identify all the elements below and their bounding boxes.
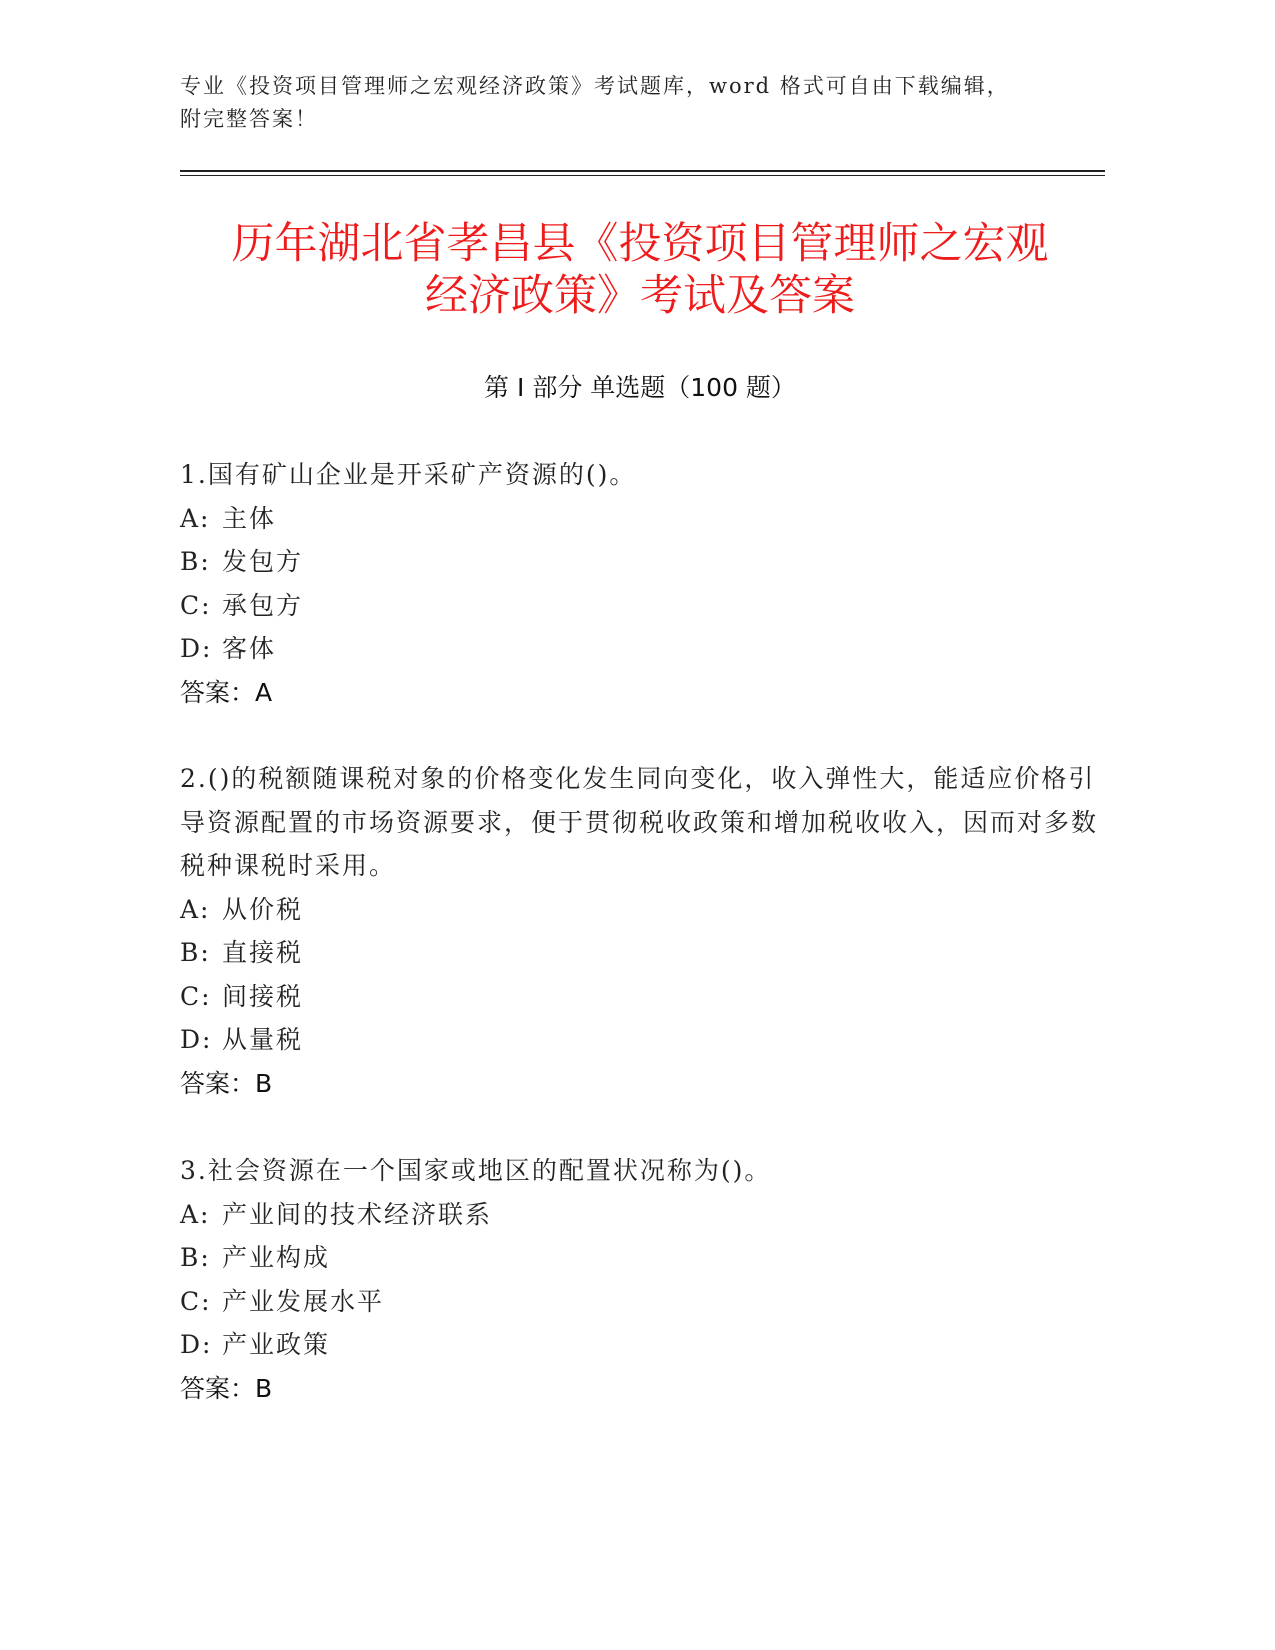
option-a [180, 1193, 1100, 1237]
option-key: B: [180, 1243, 211, 1272]
option-c [180, 584, 1100, 628]
option-key: A: [180, 1199, 211, 1229]
option-text: 产业间的技术经济联系 [222, 1199, 493, 1229]
document-title-line2: 经济政策》考试及答案 [425, 271, 855, 321]
option-text: 产业发展水平 [222, 1286, 385, 1316]
option-b [180, 1236, 1100, 1280]
answer: 答案：A [180, 677, 273, 707]
header-note-line1: 专业《投资项目管理师之宏观经济政策》考试题库，word 格式可自由下载编辑， [180, 74, 1010, 98]
option-key: C: [180, 1286, 212, 1316]
question-2 [180, 757, 1100, 1105]
option-key: D: [180, 1330, 213, 1359]
option-c [180, 1280, 1100, 1324]
option-d [180, 627, 1100, 671]
option-text: 客体 [222, 634, 277, 663]
option-d [180, 1323, 1100, 1367]
option-key: B: [180, 938, 211, 967]
answer: 答案：B [180, 1068, 273, 1098]
document-title [180, 218, 1100, 322]
option-a [180, 888, 1100, 932]
question-1 [180, 453, 1100, 714]
option-key: D: [180, 634, 213, 663]
option-c [180, 975, 1100, 1019]
option-key: D: [180, 1025, 213, 1054]
option-text: 从价税 [222, 894, 304, 924]
question-3 [180, 1149, 1100, 1410]
option-key: A: [180, 503, 211, 533]
option-key: C: [180, 981, 212, 1011]
option-text: 主体 [222, 503, 277, 533]
answer: 答案：B [180, 1373, 273, 1403]
document-title-line1: 历年湖北省孝昌县《投资项目管理师之宏观 [231, 219, 1049, 269]
header-divider-thin [180, 175, 1105, 176]
option-text: 发包方 [222, 547, 304, 576]
section-title: 第 I 部分 单选题（100 题） [484, 373, 796, 402]
option-text: 产业构成 [222, 1243, 331, 1272]
question-stem: 3.社会资源在一个国家或地区的配置状况称为()。 [180, 1156, 772, 1185]
option-key: A: [180, 894, 211, 924]
option-b [180, 540, 1100, 584]
header-divider-thick [180, 170, 1105, 172]
option-text: 直接税 [222, 938, 304, 967]
header-note-line2: 附完整答案！ [180, 107, 318, 131]
option-b [180, 931, 1100, 975]
option-key: C: [180, 590, 212, 620]
header-note [180, 70, 1100, 136]
option-text: 从量税 [222, 1025, 304, 1054]
option-text: 承包方 [222, 590, 304, 620]
option-text: 间接税 [222, 981, 304, 1011]
option-text: 产业政策 [222, 1330, 331, 1359]
option-key: B: [180, 547, 211, 576]
option-d [180, 1018, 1100, 1062]
option-a [180, 497, 1100, 541]
question-stem: 2.()的税额随课税对象的价格变化发生同向变化，收入弹性大，能适应价格引导资源配置的市场资源要求，便于贯彻税收政策和增加税收收入，因而对多数税种课税时采用。 [180, 764, 1099, 880]
question-stem: 1.国有矿山企业是开采矿产资源的()。 [180, 460, 637, 489]
